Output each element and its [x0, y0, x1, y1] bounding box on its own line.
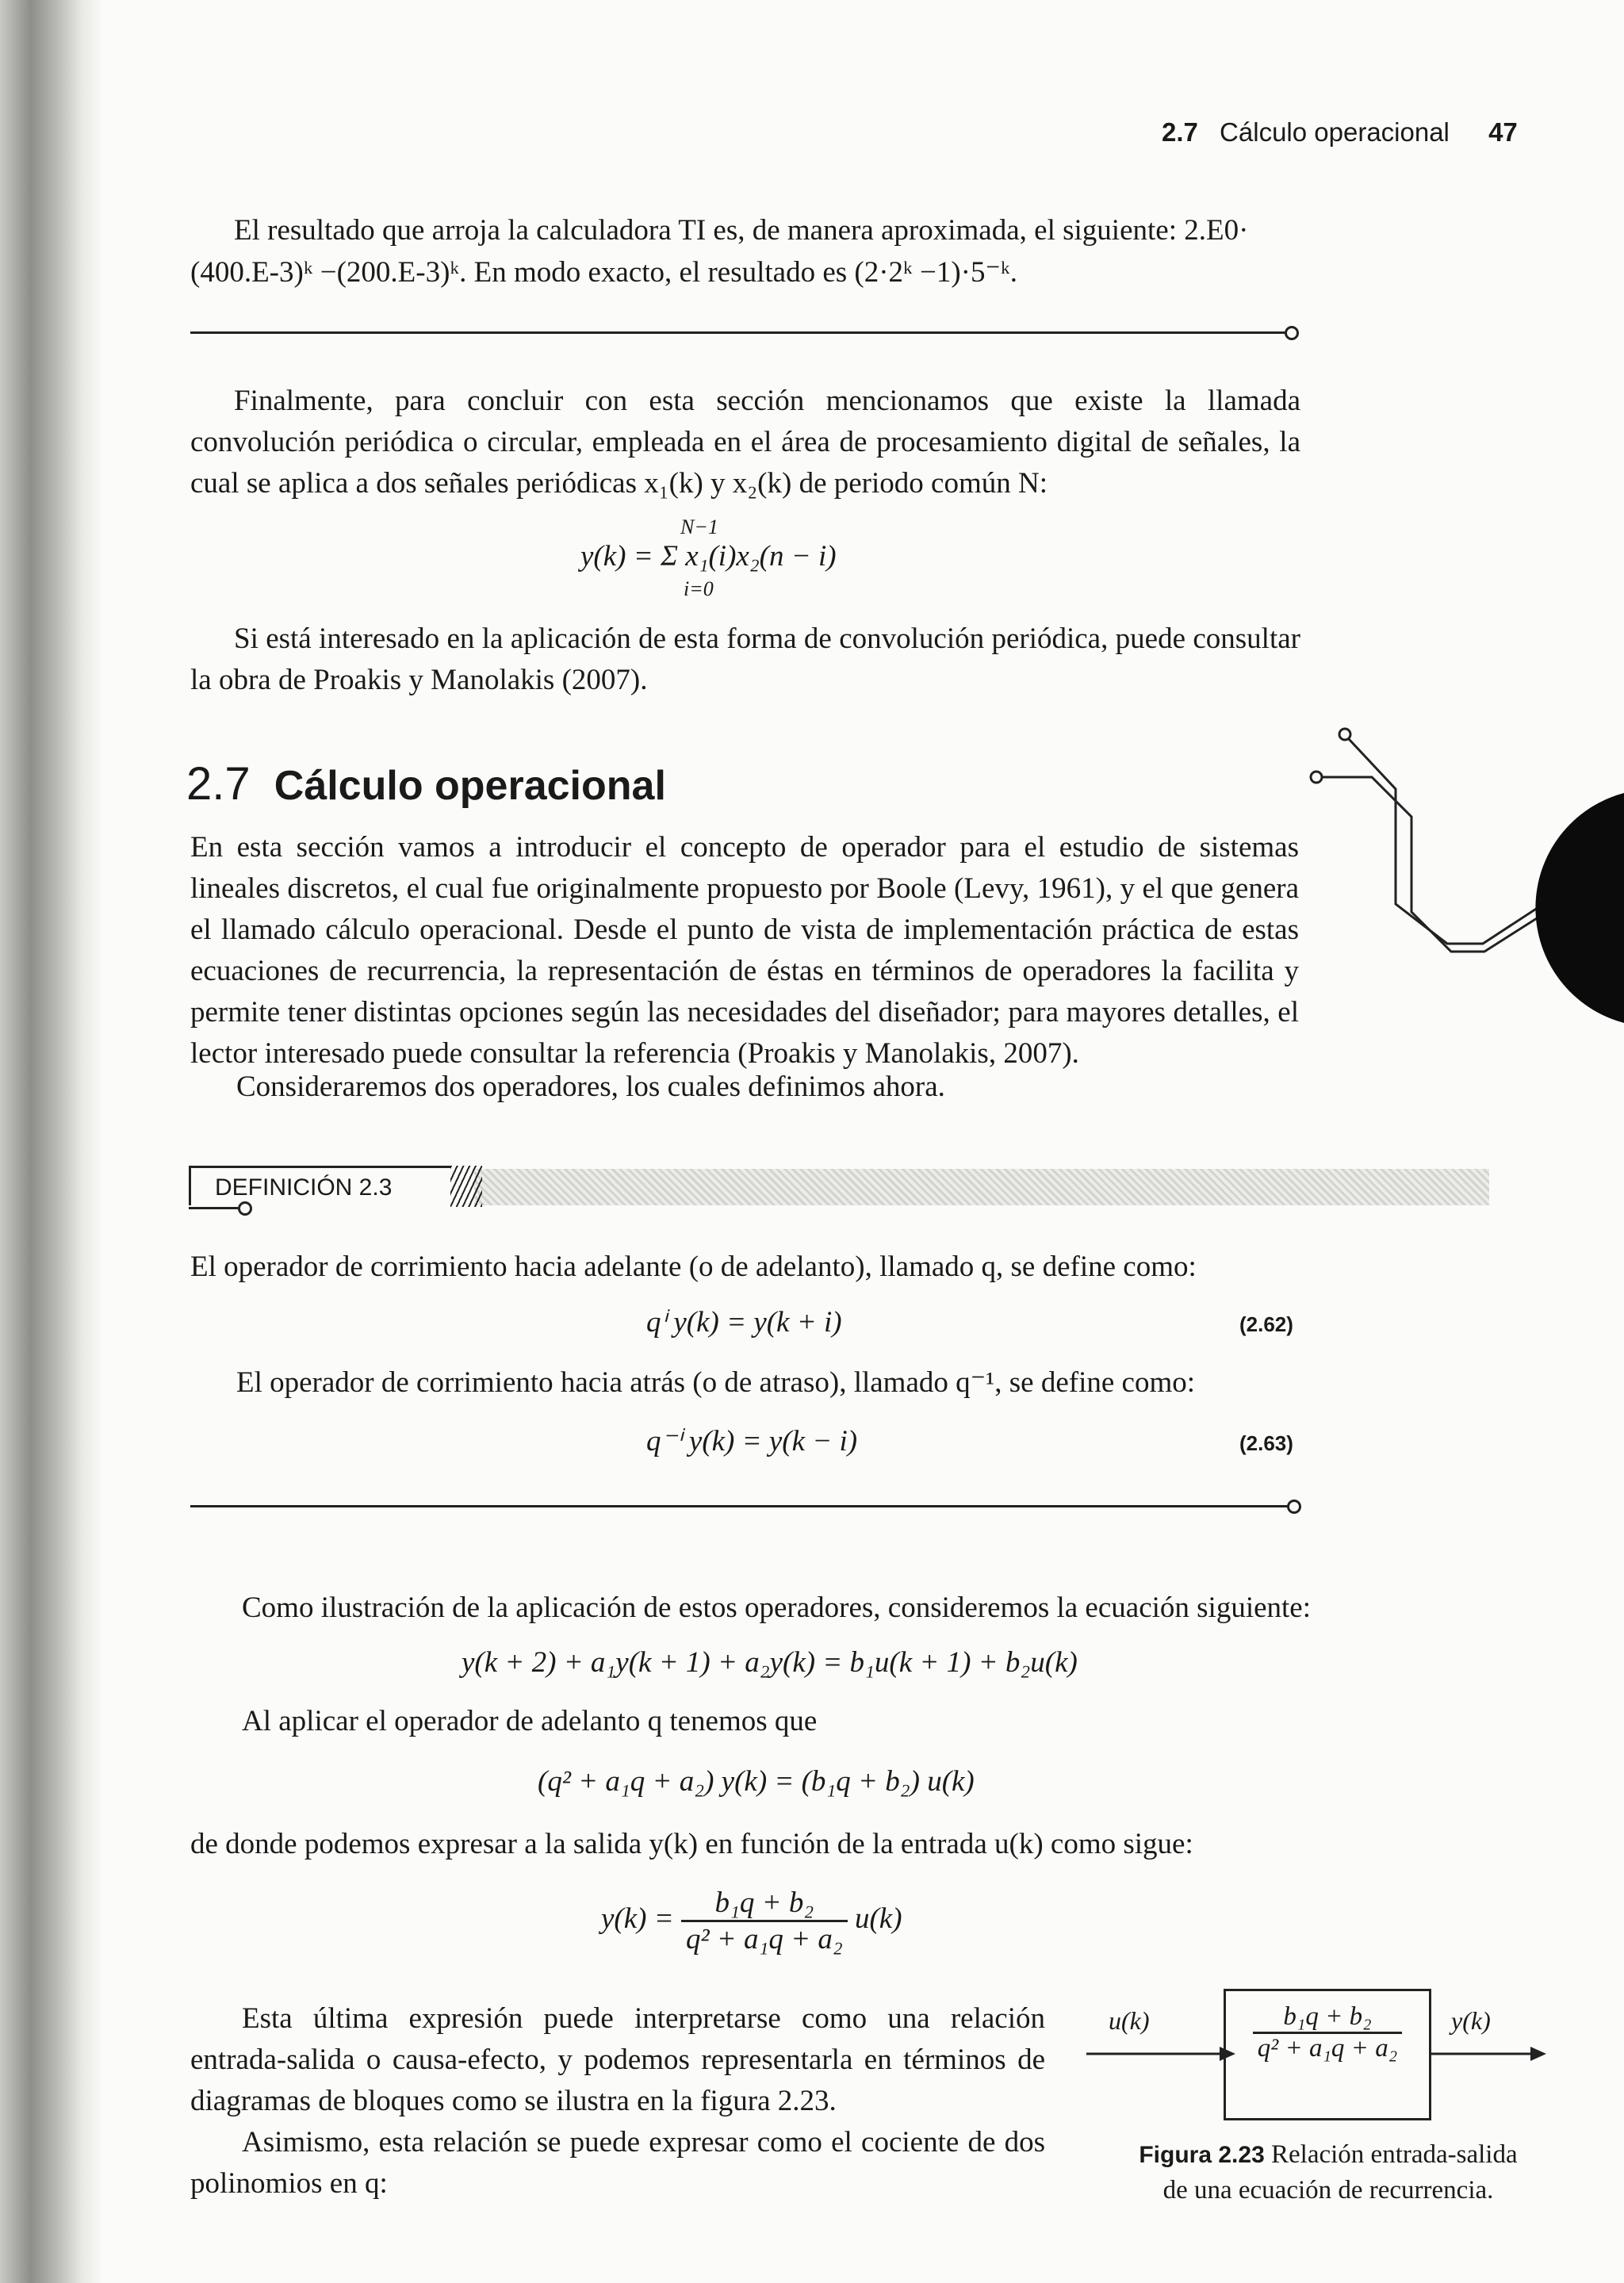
page-number: 47	[1488, 117, 1518, 147]
definition-slashes	[450, 1166, 482, 1207]
definition-header	[189, 1166, 1299, 1207]
periodic-convolution-equation: y(k) = Σ x₁(i)x₂(n − i)	[580, 540, 837, 573]
definition-end-rule	[190, 1505, 1289, 1507]
running-header	[1162, 117, 1518, 147]
intro-line-2: (400.E-3)ᵏ −(200.E-3)ᵏ. En modo exacto, el resultado es (2·2ᵏ −1)·5⁻ᵏ.	[190, 256, 1017, 289]
circuit-decoration	[1300, 714, 1624, 1047]
circuit-node-left	[1311, 772, 1322, 783]
transfer-denominator: q² + a₁q + a₂	[685, 1923, 843, 1955]
backward-operator-equation: q⁻ⁱ y(k) = y(k − i)	[646, 1425, 858, 1458]
output-function-sentence: de donde podemos expresar a la salida y(k) en función de la entrada u(k) como sigue:	[190, 1828, 1193, 1860]
output-arrow	[1429, 2042, 1548, 2066]
definition-hatched-band	[474, 1169, 1489, 1205]
recurrence-equation: y(k + 2) + a₁y(k + 1) + a₂y(k) = b₁u(k + 1) + b₂u(k)	[462, 1646, 1078, 1679]
transfer-block-content	[1226, 2002, 1429, 2063]
circuit-node-top	[1339, 729, 1350, 740]
sum-lower-limit: i=0	[684, 577, 714, 600]
intro-line-1: El resultado que arroja la calculadora TI es, de manera aproximada, el siguiente: 2.E0·	[234, 214, 1249, 247]
transfer-rhs: u(k)	[854, 1902, 902, 1935]
figure-caption	[1134, 2137, 1522, 2208]
definition-ring	[238, 1201, 252, 1216]
forward-operator-equation: qⁱ y(k) = y(k + i)	[646, 1306, 842, 1339]
block-numerator: b₁q + b₂	[1253, 2002, 1402, 2034]
section-operators-sentence: Consideraremos dos operadores, los cuales definimos ahora.	[236, 1071, 945, 1103]
transfer-function-equation	[601, 1886, 902, 1956]
definition-label: DEFINICIÓN 2.3	[189, 1166, 450, 1205]
definition-underline	[189, 1207, 238, 1209]
equation-number-2-63: (2.63)	[1239, 1431, 1293, 1455]
sum-upper-limit: N−1	[680, 515, 718, 538]
transfer-lhs: y(k) =	[601, 1902, 674, 1935]
block-denominator: q² + a₁q + a₂	[1257, 2034, 1398, 2063]
block-fraction	[1253, 2002, 1402, 2063]
book-spine-shadow	[0, 0, 103, 2283]
periodic-paragraph: Finalmente, para concluir con esta sección mencionamos que existe la llamada convolución periódica o circular, empleada en el área de procesamiento digital de señales, la cual se aplica a dos señales periódicas x₁(k) y x₂(k) de periodo común N:	[190, 385, 1300, 500]
section-heading	[186, 757, 666, 810]
diagram-input-label: u(k)	[1109, 2006, 1150, 2035]
equation-number-2-62: (2.62)	[1239, 1312, 1293, 1336]
section-title: Cálculo operacional	[274, 763, 666, 809]
section-intro-paragraph: En esta sección vamos a introducir el concepto de operador para el estudio de sistemas lineales discretos, el cual fue originalmente propuesto por Boole (Levy, 1961), y el que genera el llamado cálculo operacional. Desde el punto de vista de implementación práctica de estas ecuaciones de recurrencia, la representación de éstas en términos de operadores la facilita y permite tener distintas opciones según las necesidades del diseñador; para mayores detalles, el lector interesado puede consultar la referencia (Proakis y Manolakis, 2007).	[190, 831, 1299, 1070]
backward-operator-definition: El operador de corrimiento hacia atrás (o de atraso), llamado q⁻¹, se define como:	[236, 1366, 1196, 1399]
illustration-intro: Como ilustración de la aplicación de estos operadores, consideremos la ecuación siguiente:	[242, 1592, 1312, 1624]
block-diagram-paragraph: Esta última expresión puede interpretarse como una relación entrada-salida o causa-efecto, y podemos representarla en términos de diagramas de bloques como se ilustra en la figura 2.23.	[190, 2002, 1045, 2117]
polynomial-quotient-paragraph: Asimismo, esta relación se puede expresar como el cociente de dos polinomios en q:	[190, 2126, 1045, 2200]
apply-operator-sentence: Al aplicar el operador de adelanto q tenemos que	[242, 1705, 818, 1737]
section-number: 2.7	[186, 758, 251, 810]
diagram-output-label: y(k)	[1451, 2006, 1491, 2035]
operator-form-equation: (q² + a₁q + a₂) y(k) = (b₁q + b₂) u(k)	[538, 1765, 975, 1798]
transfer-block	[1224, 1989, 1431, 2120]
figure-caption-label: Figura 2.23	[1139, 2142, 1265, 2168]
forward-operator-definition: El operador de corrimiento hacia adelante (o de adelanto), llamado q, se define como:	[190, 1251, 1197, 1283]
definition-end-ring	[1287, 1500, 1301, 1514]
transfer-numerator: b₁q + b₂	[681, 1886, 848, 1922]
decorative-half-disc	[1535, 793, 1624, 1023]
figure-caption-text: Relación entrada-salida de una ecuación de recurrencia.	[1162, 2140, 1518, 2204]
input-arrow	[1086, 2042, 1237, 2066]
transfer-fraction	[681, 1886, 848, 1956]
periodic-reference-paragraph: Si está interesado en la aplicación de esta forma de convolución periódica, puede consultar la obra de Proakis y Manolakis (2007).	[190, 622, 1300, 696]
example-end-rule	[190, 331, 1286, 334]
rule-end-ring	[1285, 326, 1299, 340]
header-title: Cálculo operacional	[1220, 117, 1450, 147]
header-section-number: 2.7	[1162, 117, 1198, 147]
